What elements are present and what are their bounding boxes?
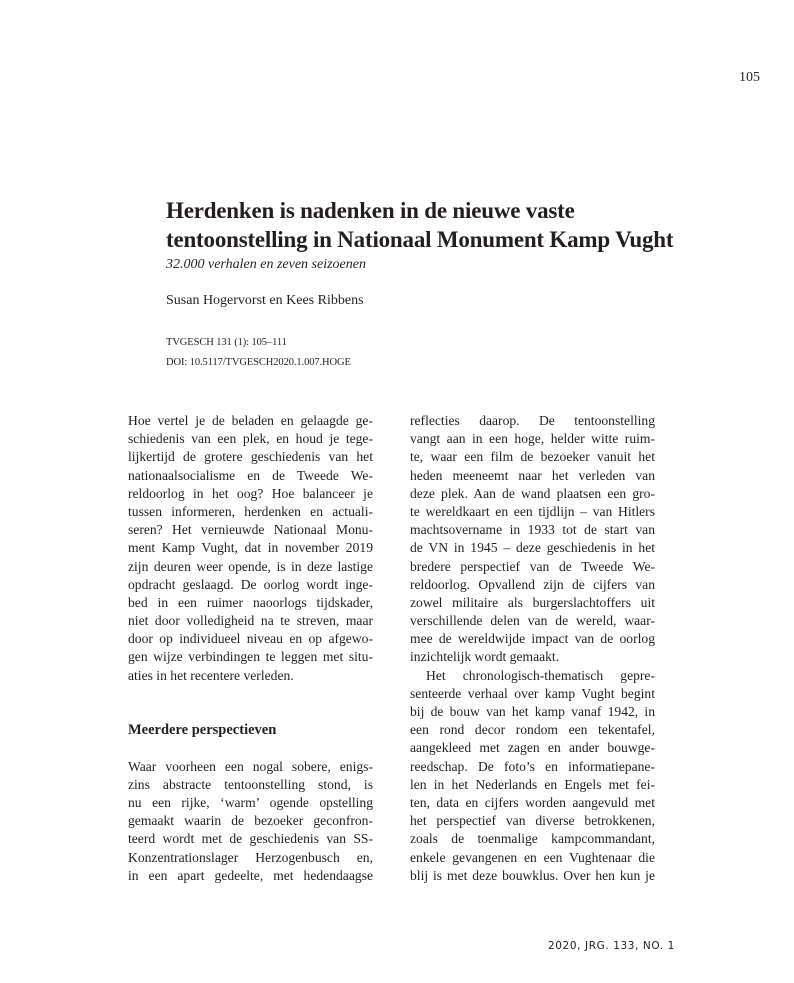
text-line: reflecties daarop. De tentoonstelling bbox=[410, 413, 655, 428]
text-line: reldoorlog in het oog? Hoe balanceer je bbox=[128, 485, 373, 501]
article-authors: Susan Hogervorst en Kees Ribbens bbox=[166, 293, 364, 308]
text-line: Hoe vertel je de beladen en gelaagde ge- bbox=[128, 413, 373, 428]
paragraph bbox=[128, 758, 373, 885]
journal-issue-footer: 2020, JRG. 133, NO. 1 bbox=[548, 940, 675, 952]
article-title bbox=[166, 196, 726, 254]
text-line: ten, data en cijfers worden aangevuld met bbox=[410, 794, 655, 810]
text-line: bij de bouw van het kamp vanaf 1942, in bbox=[410, 704, 655, 719]
text-line: de VN in 1945 – deze geschiedenis in het bbox=[410, 540, 655, 556]
left-column bbox=[128, 412, 373, 885]
doi-link[interactable]: DOI: 10.5117/TVGESCH2020.1.007.HOGE bbox=[166, 357, 351, 368]
article-title-line: Herdenken is nadenken in de nieuwe vaste bbox=[166, 198, 575, 223]
text-line: zins abstracte tentoonstelling stond, is bbox=[128, 776, 373, 792]
page-number: 105 bbox=[739, 70, 760, 85]
text-line: vangt aan in een hoge, helder witte ruim- bbox=[410, 431, 655, 447]
right-column bbox=[410, 412, 655, 885]
text-line: het perspectief van diverse betrokkenen, bbox=[410, 813, 655, 829]
text-line: gemaakt waarin de bezoeker geconfron- bbox=[128, 813, 373, 829]
text-line: zoals de toenmalige kampcommandant, bbox=[410, 831, 655, 847]
text-line: deze plek. Aan de wand plaatsen een gro- bbox=[410, 485, 655, 501]
text-line: senteerde verhaal over kamp Vught begint bbox=[410, 685, 655, 701]
text-line: in een apart gedeelte, met hedendaagse bbox=[128, 867, 373, 883]
text-line: te, waar een film de bezoeker vanuit het bbox=[410, 449, 655, 465]
text-line: een rond decor rondom een tekentafel, bbox=[410, 722, 655, 738]
text-line: blij is met deze bouwklus. Over hen kun je bbox=[410, 867, 655, 883]
text-line: zijn deuren weer opende, is in deze lastige bbox=[128, 558, 373, 574]
text-line: Konzentrationslager Herzogenbusch en, bbox=[128, 849, 373, 865]
text-line: ment Kamp Vught, dat in november 2019 bbox=[128, 540, 373, 556]
text-line: Waar voorheen een nogal sobere, enigs- bbox=[128, 758, 373, 774]
text-line: aangekleed met zagen en ander bouwge- bbox=[410, 740, 655, 756]
text-line: reedschap. De foto’s en informatiepane- bbox=[410, 758, 655, 774]
text-line: te wereldkaart en een tijdlijn – van Hitlers bbox=[410, 503, 655, 519]
text-line: lijkertijd de grotere geschiedenis van het bbox=[128, 449, 373, 465]
paragraph bbox=[128, 412, 373, 685]
spacer bbox=[128, 739, 373, 757]
text-line: bredere perspectief van de Tweede We- bbox=[410, 558, 655, 574]
text-line: reldoorlog. Opvallend zijn de cijfers van bbox=[410, 576, 655, 592]
text-line: enkele gevangenen en een Vughtenaar die bbox=[410, 849, 655, 865]
text-line: heden meeneemt naar het verleden van bbox=[410, 467, 655, 483]
text-line: schiedenis van een plek, en houd je tege- bbox=[128, 431, 373, 447]
text-line: machtsovername in 1933 tot de start van bbox=[410, 522, 655, 538]
text-line: teerd wordt met de geschiedenis van SS- bbox=[128, 831, 373, 847]
article-metadata bbox=[166, 333, 351, 373]
spacer bbox=[128, 685, 373, 721]
text-line: aties in het recentere verleden. bbox=[128, 667, 294, 683]
text-line: gen wijze verbindingen te leggen met situ- bbox=[128, 649, 373, 665]
text-line: mee de wereldwijde impact van de oorlog bbox=[410, 631, 655, 647]
text-line: len in het Nederlands en Engels met fei- bbox=[410, 776, 655, 792]
text-line: opdracht geslaagd. De oorlog wordt inge- bbox=[128, 576, 373, 592]
text-line: niet door volledigheid na te streven, maar bbox=[128, 613, 373, 629]
text-line: inzichtelijk wordt gemaakt. bbox=[410, 649, 560, 665]
text-line: nationaalsocialisme en de Tweede We- bbox=[128, 467, 373, 483]
text-line: bed in een ruimer naoorlogs tijdskader, bbox=[128, 594, 373, 610]
paragraph bbox=[410, 412, 655, 667]
section-heading: Meerdere perspectieven bbox=[128, 722, 277, 739]
article-title-line: tentoonstelling in Nationaal Monument Kamp Vught bbox=[166, 227, 674, 252]
text-line: nu een rijke, ‘warm’ ogende opstelling bbox=[128, 794, 373, 810]
citation: TVGESCH 131 (1): 105–111 bbox=[166, 337, 287, 348]
article-subtitle: 32.000 verhalen en zeven seizoenen bbox=[166, 257, 366, 272]
text-line: Het chronologisch-thematisch gepre- bbox=[426, 667, 655, 683]
text-line: seren? Het vernieuwde Nationaal Monu- bbox=[128, 522, 373, 538]
text-line: zowel militaire als burgerslachtoffers uit bbox=[410, 594, 655, 610]
text-line: tussen informeren, herdenken en actuali- bbox=[128, 503, 373, 519]
text-line: verschillende delen van de wereld, waar- bbox=[410, 613, 655, 629]
text-line: door op individueel niveau en op afgewo- bbox=[128, 631, 373, 647]
paragraph bbox=[410, 667, 655, 885]
